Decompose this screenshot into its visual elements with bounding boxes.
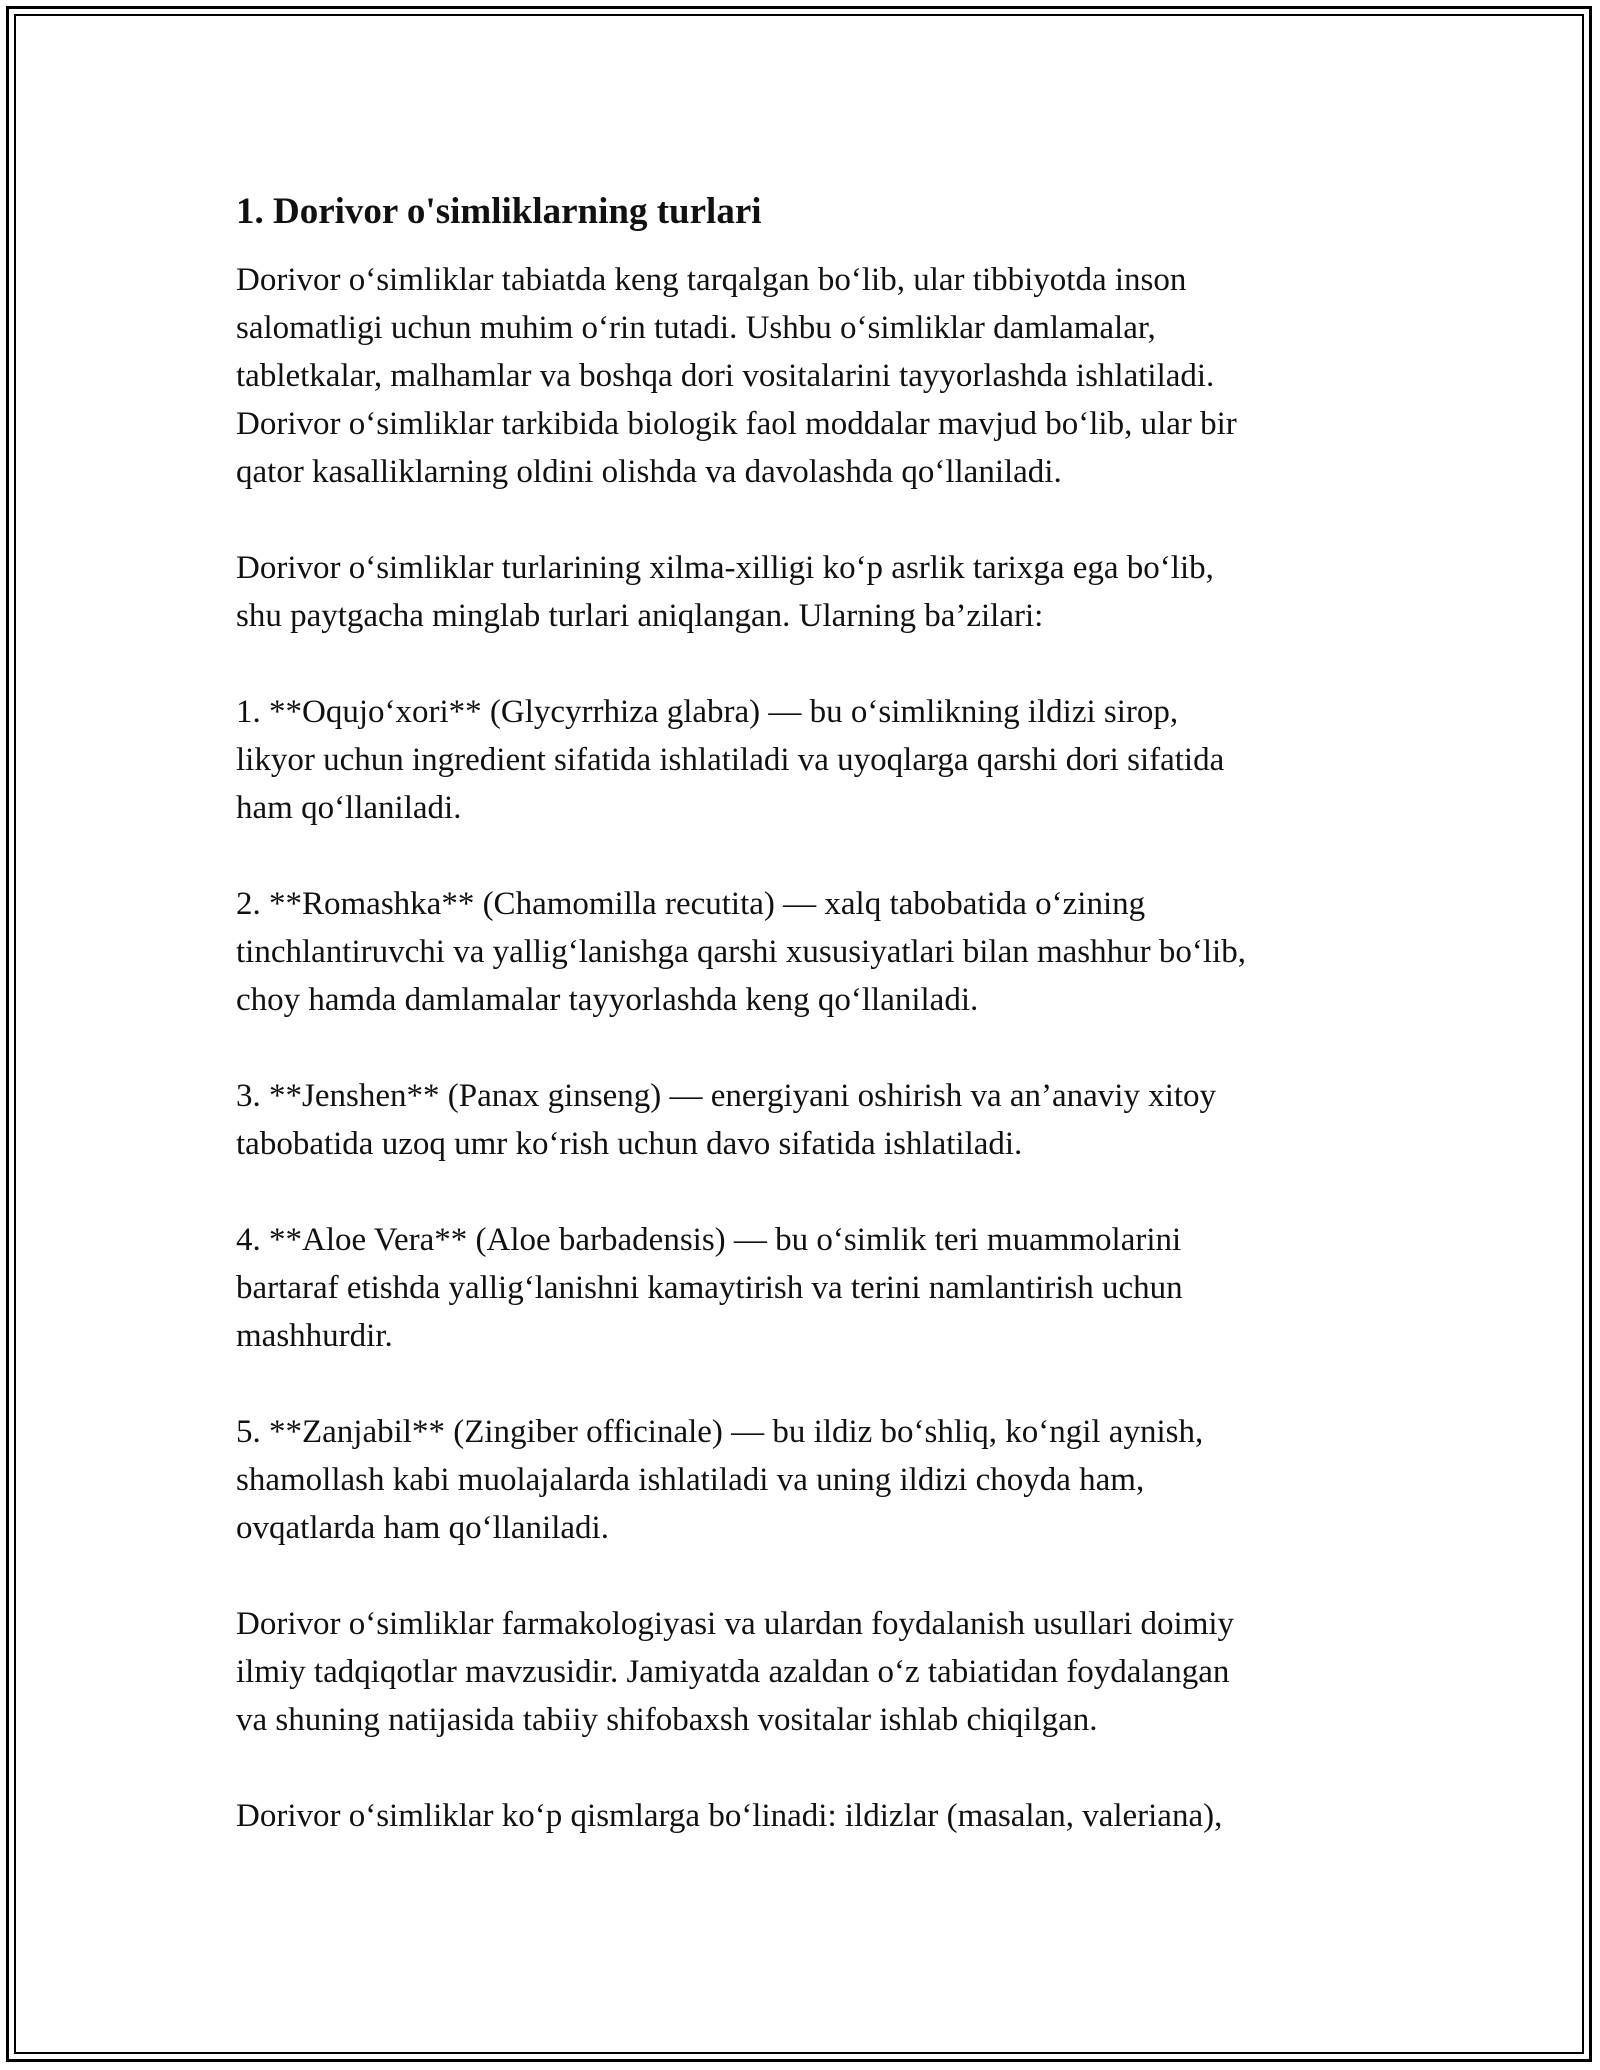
text-line: 1. **Oqujo‘xori** (Glycyrrhiza glabra) — bu o‘simlikning ildizi sirop, [236,694,1179,730]
text-line: tabletkalar, malhamlar va boshqa dori vositalarini tayyorlashda ishlatiladi. [236,358,1215,394]
list-item-aloe-vera [236,1216,1376,1360]
text-line: 2. **Romashka** (Chamomilla recutita) — xalq tabobatida o‘zining [236,886,1146,922]
text-line: Dorivor o‘simliklar ko‘p qismlarga bo‘linadi: ildizlar (masalan, valeriana), [236,1798,1223,1834]
text-line: Dorivor o‘simliklar tarkibida biologik faol moddalar mavjud bo‘lib, ular bir [236,406,1237,442]
text-line: 4. **Aloe Vera** (Aloe barbadensis) — bu o‘simlik teri muammolarini [236,1222,1182,1258]
paragraph-variety [236,544,1376,640]
text-line: tabobatida uzoq umr ko‘rish uchun davo sifatida ishlatiladi. [236,1126,1023,1162]
section-heading: 1. Dorivor o'simliklarning turlari [236,191,762,232]
list-item-chamomile [236,880,1376,1024]
text-line: mashhurdir. [236,1318,393,1354]
text-line: ovqatlarda ham qo‘llaniladi. [236,1510,609,1546]
text-line: 5. **Zanjabil** (Zingiber officinale) — bu ildiz bo‘shliq, ko‘ngil aynish, [236,1414,1204,1450]
list-item-ginseng [236,1072,1376,1168]
text-line: shu paytgacha minglab turlari aniqlangan. Ularning ba’zilari: [236,598,1044,634]
text-line: likyor uchun ingredient sifatida ishlatiladi va uyoqlarga qarshi dori sifatida [236,742,1225,778]
text-line: Dorivor o‘simliklar farmakologiyasi va ulardan foydalanish usullari doimiy [236,1606,1235,1642]
text-line: Dorivor o‘simliklar tabiatda keng tarqalgan bo‘lib, ular tibbiyotda inson [236,262,1187,298]
text-line: ham qo‘llaniladi. [236,790,462,826]
text-line: shamollash kabi muolajalarda ishlatiladi va uning ildizi choyda ham, [236,1462,1145,1498]
text-line: 3. **Jenshen** (Panax ginseng) — energiyani oshirish va an’anaviy xitoy [236,1078,1217,1114]
list-item-ginger [236,1408,1376,1552]
list-item-licorice [236,688,1376,832]
text-line: Dorivor o‘simliklar turlarining xilma-xilligi ko‘p asrlik tarixga ega bo‘lib, [236,550,1214,586]
text-line: tinchlantiruvchi va yallig‘lanishga qarshi xususiyatlari bilan mashhur bo‘lib, [236,934,1246,970]
text-line: choy hamda damlamalar tayyorlashda keng qo‘llaniladi. [236,982,979,1018]
text-line: bartaraf etishda yallig‘lanishni kamaytirish va terini namlantirish uchun [236,1270,1183,1306]
text-line: va shuning natijasida tabiiy shifobaxsh vositalar ishlab chiqilgan. [236,1702,1098,1738]
document-body [236,186,1376,1888]
text-line: ilmiy tadqiqotlar mavzusidir. Jamiyatda azaldan o‘z tabiatidan foydalangan [236,1654,1230,1690]
text-line: qator kasalliklarning oldini olishda va davolashda qo‘llaniladi. [236,454,1062,490]
text-line: salomatligi uchun muhim o‘rin tutadi. Ushbu o‘simliklar damlamalar, [236,310,1156,346]
paragraph-plant-parts [236,1792,1376,1840]
paragraph-intro [236,256,1376,496]
paragraph-pharmacology [236,1600,1376,1744]
